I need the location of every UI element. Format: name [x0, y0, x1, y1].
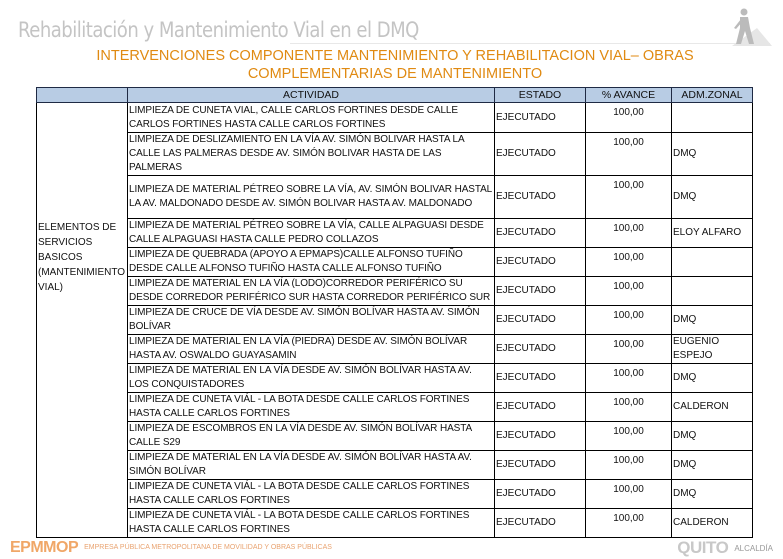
activity-cell: LIMPIEZA DE MATERIAL EN LA VÍA DESDE AV. SIMÓN BOLÍVAR HASTA AV. LOS CONQUISTADORES — [128, 364, 495, 393]
activity-cell: LIMPIEZA DE MATERIAL EN LA VÍA (LODO)CORREDOR PERIFÉRICO SU DESDE CORREDOR PERIFÉRICO SUR HASTA CORREDOR PERIFÉRICO SUR — [128, 277, 495, 306]
progress-cell: 100,00 — [586, 422, 672, 451]
epmmop-logo-text: EPMMOP — [10, 539, 79, 556]
status-cell: EJECUTADO — [495, 219, 586, 248]
table-row — [37, 219, 753, 248]
activity-cell: LIMPIEZA DE MATERIAL PÉTREO SOBRE LA VÍA, AV. SIMÓN BOLIVAR HASTAL LA AV. MALDONADO DESDE AV. SIMÓN BOLIVAR HASTA AV. MALDONADO — [128, 176, 495, 219]
zone-cell: CALDERON — [672, 509, 753, 538]
table-row — [37, 277, 753, 306]
table-row — [37, 176, 753, 219]
table-row — [37, 133, 753, 176]
status-cell: EJECUTADO — [495, 451, 586, 480]
activity-cell: LIMPIEZA DE CUNETA VIÁL - LA BOTA DESDE CALLE CARLOS FORTINES HASTA CALLE CARLOS FORTINES — [128, 393, 495, 422]
epmmop-logo-subtext: EMPRESA PÚBLICA METROPOLITANA DE MOVILIDAD Y OBRAS PÚBLICAS — [84, 544, 332, 551]
status-cell: EJECUTADO — [495, 393, 586, 422]
activity-cell: LIMPIEZA DE QUEBRADA (APOYO A EPMAPS)CALLE ALFONSO TUFIÑO DESDE CALLE ALFONSO TUFIÑO HASTA CALLE ALFONSO TUFIÑO — [128, 248, 495, 277]
zone-cell: DMQ — [672, 364, 753, 393]
table-row — [37, 422, 753, 451]
progress-cell: 100,00 — [586, 480, 672, 509]
progress-cell: 100,00 — [586, 277, 672, 306]
quito-logo-text: QUITO — [677, 538, 729, 557]
table-row — [37, 335, 753, 364]
status-cell: EJECUTADO — [495, 176, 586, 219]
zone-cell: DMQ — [672, 133, 753, 176]
header-status: ESTADO — [495, 88, 586, 103]
status-cell: EJECUTADO — [495, 248, 586, 277]
activity-cell: LIMPIEZA DE CUNETA VIÁL - LA BOTA DESDE CALLE CARLOS FORTINES HASTA CALLE CARLOS FORTINES — [128, 509, 495, 538]
activity-cell: LIMPIEZA DE MATERIAL EN LA VÍA DESDE AV. SIMÓN BOLÍVAR HASTA AV. SIMÓN BOLÍVAR — [128, 451, 495, 480]
status-cell: EJECUTADO — [495, 133, 586, 176]
table-row — [37, 248, 753, 277]
zone-cell — [672, 277, 753, 306]
activity-cell: LIMPIEZA DE CUNETA VIÁL - LA BOTA DESDE CALLE CARLOS FORTINES HASTA CALLE CARLOS FORTINES — [128, 480, 495, 509]
activity-cell: LIMPIEZA DE MATERIAL PÉTREO SOBRE LA VÍA, CALLE ALPAGUASI DESDE CALLE ALPAGUASI HASTA CALLE PEDRO COLLAZOS — [128, 219, 495, 248]
status-cell: EJECUTADO — [495, 306, 586, 335]
zone-cell: CALDERON — [672, 393, 753, 422]
status-cell: EJECUTADO — [495, 422, 586, 451]
zone-cell: DMQ — [672, 480, 753, 509]
activity-cell: LIMPIEZA DE ESCOMBROS EN LA VÍA DESDE AV. SIMÓN BOLÍVAR HASTA CALLE S29 — [128, 422, 495, 451]
table-row — [37, 393, 753, 422]
progress-cell: 100,00 — [586, 335, 672, 364]
title-divider — [290, 43, 770, 44]
progress-cell: 100,00 — [586, 248, 672, 277]
zone-cell: DMQ — [672, 451, 753, 480]
progress-cell: 100,00 — [586, 219, 672, 248]
progress-cell: 100,00 — [586, 133, 672, 176]
status-cell: EJECUTADO — [495, 335, 586, 364]
road-worker-icon — [712, 6, 772, 46]
zone-cell — [672, 103, 753, 133]
interventions-table — [36, 87, 753, 538]
activity-cell: LIMPIEZA DE DESLIZAMIENTO EN LA VÍA AV. SIMÓN BOLIVAR HASTA LA CALLE LAS PALMERAS DESDE AV. SIMÓN BOLIVAR HASTA DE LAS PALMERAS — [128, 133, 495, 176]
status-cell: EJECUTADO — [495, 480, 586, 509]
activity-cell: LIMPIEZA DE MATERIAL EN LA VÍA (PIEDRA) DESDE AV. SIMÓN BOLÍVAR HASTA AV. OSWALDO GUAYASAMIN — [128, 335, 495, 364]
table-row — [37, 451, 753, 480]
zone-cell: DMQ — [672, 176, 753, 219]
table-row — [37, 364, 753, 393]
header-group — [37, 88, 128, 103]
table-row — [37, 306, 753, 335]
heading-line-1: INTERVENCIONES COMPONENTE MANTENIMIENTO Y REHABILITACION VIAL– OBRAS — [96, 48, 694, 64]
epmmop-logo — [10, 539, 332, 557]
header-activity: ACTIVIDAD — [128, 88, 495, 103]
zone-cell: DMQ — [672, 422, 753, 451]
zone-cell: DMQ — [672, 306, 753, 335]
quito-logo-subtext: ALCALDÍA — [734, 543, 773, 553]
header-progress: % AVANCE — [586, 88, 672, 103]
activity-cell: LIMPIEZA DE CRUCE DE VÍA DESDE AV. SIMÓN BOLÍVAR HASTA AV. SIMÓN BOLÍVAR — [128, 306, 495, 335]
section-heading — [40, 47, 750, 83]
progress-cell: 100,00 — [586, 364, 672, 393]
status-cell: EJECUTADO — [495, 103, 586, 133]
quito-logo — [677, 539, 773, 557]
status-cell: EJECUTADO — [495, 509, 586, 538]
zone-cell — [672, 248, 753, 277]
table-row — [37, 509, 753, 538]
table-row — [37, 480, 753, 509]
heading-line-2: COMPLEMENTARIAS DE MANTENIMIENTO — [247, 66, 543, 82]
slide-title: Rehabilitación y Mantenimiento Vial en el DMQ — [18, 18, 419, 42]
activity-cell: LIMPIEZA DE CUNETA VIAL, CALLE CARLOS FORTINES DESDE CALLE CARLOS FORTINES HASTA CALLE CARLOS FORTINES — [128, 103, 495, 133]
table-row — [37, 103, 753, 133]
status-cell: EJECUTADO — [495, 277, 586, 306]
status-cell: EJECUTADO — [495, 364, 586, 393]
progress-cell: 100,00 — [586, 306, 672, 335]
progress-cell: 100,00 — [586, 393, 672, 422]
progress-cell: 100,00 — [586, 176, 672, 219]
header-zone: ADM.ZONAL — [672, 88, 753, 103]
progress-cell: 100,00 — [586, 103, 672, 133]
table-header-row — [37, 88, 753, 103]
zone-cell: EUGENIO ESPEJO — [672, 335, 753, 364]
group-label: ELEMENTOS DE SERVICIOS BASICOS (MANTENIMIENTO VIAL) — [37, 103, 128, 538]
progress-cell: 100,00 — [586, 451, 672, 480]
progress-cell: 100,00 — [586, 509, 672, 538]
zone-cell: ELOY ALFARO — [672, 219, 753, 248]
